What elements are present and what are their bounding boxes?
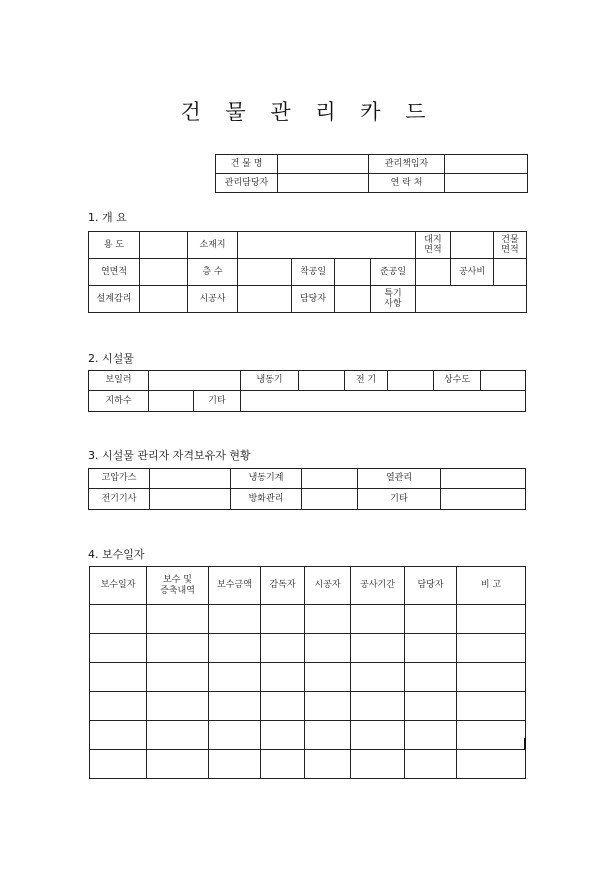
table-cell[interactable] bbox=[147, 663, 209, 692]
table-cell[interactable] bbox=[261, 663, 305, 692]
usage-label: 용 도 bbox=[89, 232, 140, 259]
table-cell[interactable] bbox=[457, 663, 526, 692]
design-supervision-label: 설계감리 bbox=[89, 286, 140, 313]
table-cell[interactable] bbox=[405, 721, 457, 750]
start-date-label: 착공일 bbox=[292, 259, 335, 286]
location-label: 소재지 bbox=[188, 232, 238, 259]
design-supervision-field[interactable] bbox=[140, 286, 188, 313]
table-cell[interactable] bbox=[305, 634, 351, 663]
table-cell[interactable] bbox=[147, 634, 209, 663]
completion-date-label: 준공일 bbox=[371, 259, 416, 286]
high-pressure-gas-field[interactable] bbox=[150, 469, 231, 489]
contractor-label: 시공사 bbox=[188, 286, 238, 313]
usage-field[interactable] bbox=[140, 232, 188, 259]
header-info-table bbox=[215, 154, 528, 193]
building-name-label: 건 물 명 bbox=[216, 155, 278, 174]
groundwater-label: 지하수 bbox=[89, 391, 149, 412]
electrician-label: 전기기사 bbox=[89, 489, 150, 510]
table-row bbox=[90, 663, 526, 692]
table-cell[interactable] bbox=[147, 721, 209, 750]
table-cell[interactable] bbox=[261, 750, 305, 779]
admin-field[interactable] bbox=[278, 174, 369, 193]
table-cell[interactable] bbox=[209, 692, 261, 721]
qualifications-table bbox=[88, 468, 526, 510]
table-cell[interactable] bbox=[457, 750, 526, 779]
table-cell[interactable] bbox=[90, 634, 147, 663]
table-cell[interactable] bbox=[209, 663, 261, 692]
special-notes-field[interactable] bbox=[416, 286, 527, 313]
fire-safety-label: 방화관리 bbox=[231, 489, 302, 510]
section-overview-heading: 1. 개 요 bbox=[88, 211, 127, 224]
col-supervisor: 감독자 bbox=[261, 567, 305, 605]
facility-other-label: 기타 bbox=[194, 391, 241, 412]
groundwater-field[interactable] bbox=[149, 391, 194, 412]
boiler-label: 보일러 bbox=[89, 371, 149, 391]
table-cell[interactable] bbox=[457, 692, 526, 721]
table-cell[interactable] bbox=[405, 634, 457, 663]
location-field[interactable] bbox=[238, 232, 416, 259]
total-floor-area-field[interactable] bbox=[140, 259, 188, 286]
table-cell[interactable] bbox=[305, 605, 351, 634]
contact-field[interactable] bbox=[445, 174, 528, 193]
total-floor-area-label: 연면적 bbox=[89, 259, 140, 286]
table-cell[interactable] bbox=[351, 605, 405, 634]
boiler-field[interactable] bbox=[149, 371, 241, 391]
table-cell[interactable] bbox=[351, 663, 405, 692]
col-construction-period: 공사기간 bbox=[351, 567, 405, 605]
electricity-field[interactable] bbox=[388, 371, 434, 391]
table-cell[interactable] bbox=[90, 692, 147, 721]
table-cell[interactable] bbox=[351, 692, 405, 721]
table-row bbox=[90, 750, 526, 779]
table-cell[interactable] bbox=[90, 605, 147, 634]
table-row bbox=[90, 634, 526, 663]
table-cell[interactable] bbox=[405, 605, 457, 634]
building-name-field[interactable] bbox=[278, 155, 369, 174]
table-cell[interactable] bbox=[457, 634, 526, 663]
col-repair-amount: 보수금액 bbox=[209, 567, 261, 605]
table-cell[interactable] bbox=[261, 605, 305, 634]
table-cell[interactable] bbox=[305, 663, 351, 692]
floors-field[interactable] bbox=[238, 259, 292, 286]
heat-management-field[interactable] bbox=[441, 469, 526, 489]
table-cell[interactable] bbox=[90, 750, 147, 779]
table-cell[interactable] bbox=[147, 605, 209, 634]
section-repairs-heading: 4. 보수일자 bbox=[88, 548, 145, 561]
overview-table bbox=[88, 231, 527, 313]
facilities-table bbox=[88, 370, 526, 412]
section-qualifications-heading: 3. 시설물 관리자 자격보유자 현황 bbox=[88, 449, 251, 462]
table-cell[interactable] bbox=[147, 750, 209, 779]
table-cell[interactable] bbox=[90, 721, 147, 750]
land-area-field[interactable] bbox=[451, 232, 494, 259]
repairs-table bbox=[89, 566, 526, 779]
manager-field[interactable] bbox=[445, 155, 528, 174]
start-date-field[interactable] bbox=[335, 259, 371, 286]
table-cell[interactable] bbox=[209, 634, 261, 663]
contact-label: 연 락 처 bbox=[369, 174, 445, 193]
table-cell[interactable] bbox=[457, 721, 526, 750]
table-cell[interactable] bbox=[457, 605, 526, 634]
col-repair-date: 보수일자 bbox=[90, 567, 147, 605]
table-cell[interactable] bbox=[305, 692, 351, 721]
electrician-field[interactable] bbox=[150, 489, 231, 510]
table-row bbox=[90, 721, 526, 750]
repairs-header-row bbox=[90, 567, 526, 605]
col-remarks: 비 고 bbox=[457, 567, 526, 605]
refrigeration-machine-field[interactable] bbox=[302, 469, 358, 489]
table-cell[interactable] bbox=[305, 721, 351, 750]
col-builder: 시공자 bbox=[305, 567, 351, 605]
table-cell[interactable] bbox=[405, 750, 457, 779]
person-in-charge-label: 담당자 bbox=[292, 286, 335, 313]
table-row bbox=[90, 605, 526, 634]
cooling-heating-label: 냉동기 bbox=[241, 371, 299, 391]
refrigeration-machine-label: 냉동기계 bbox=[231, 469, 302, 489]
table-cell[interactable] bbox=[209, 721, 261, 750]
building-area-label: 건물 면적 bbox=[494, 232, 527, 259]
page-title: 건 물 관 리 카 드 bbox=[180, 100, 435, 124]
table-cell[interactable] bbox=[261, 634, 305, 663]
table-cell[interactable] bbox=[405, 663, 457, 692]
special-notes-label: 특기 사항 bbox=[371, 286, 416, 313]
completion-date-field[interactable] bbox=[416, 259, 451, 286]
cooling-heating-field[interactable] bbox=[299, 371, 345, 391]
table-cell[interactable] bbox=[405, 692, 457, 721]
table-cell[interactable] bbox=[351, 634, 405, 663]
table-cell[interactable] bbox=[351, 721, 405, 750]
col-person-in-charge: 담당자 bbox=[405, 567, 457, 605]
margin-mark bbox=[524, 738, 526, 749]
qualification-other-label: 기타 bbox=[358, 489, 441, 510]
table-cell[interactable] bbox=[351, 750, 405, 779]
table-row bbox=[90, 692, 526, 721]
qualification-other-field[interactable] bbox=[441, 489, 526, 510]
heat-management-label: 열관리 bbox=[358, 469, 441, 489]
person-in-charge-field[interactable] bbox=[335, 286, 371, 313]
high-pressure-gas-label: 고압가스 bbox=[89, 469, 150, 489]
water-supply-label: 상수도 bbox=[434, 371, 481, 391]
table-cell[interactable] bbox=[90, 663, 147, 692]
construction-cost-label: 공사비 bbox=[451, 259, 494, 286]
facility-other-field[interactable] bbox=[241, 391, 526, 412]
construction-cost-field[interactable] bbox=[494, 259, 527, 286]
admin-label: 관리담당자 bbox=[216, 174, 278, 193]
col-repair-details: 보수 및 증축내역 bbox=[147, 567, 209, 605]
water-supply-field[interactable] bbox=[481, 371, 526, 391]
table-cell[interactable] bbox=[209, 750, 261, 779]
land-area-label: 대지 면적 bbox=[416, 232, 451, 259]
manager-label: 관리책임자 bbox=[369, 155, 445, 174]
electricity-label: 전 기 bbox=[345, 371, 388, 391]
section-facilities-heading: 2. 시설물 bbox=[88, 352, 134, 365]
fire-safety-field[interactable] bbox=[302, 489, 358, 510]
table-cell[interactable] bbox=[261, 692, 305, 721]
floors-label: 층 수 bbox=[188, 259, 238, 286]
table-cell[interactable] bbox=[261, 721, 305, 750]
table-cell[interactable] bbox=[305, 750, 351, 779]
contractor-field[interactable] bbox=[238, 286, 292, 313]
table-cell[interactable] bbox=[209, 605, 261, 634]
table-cell[interactable] bbox=[147, 692, 209, 721]
